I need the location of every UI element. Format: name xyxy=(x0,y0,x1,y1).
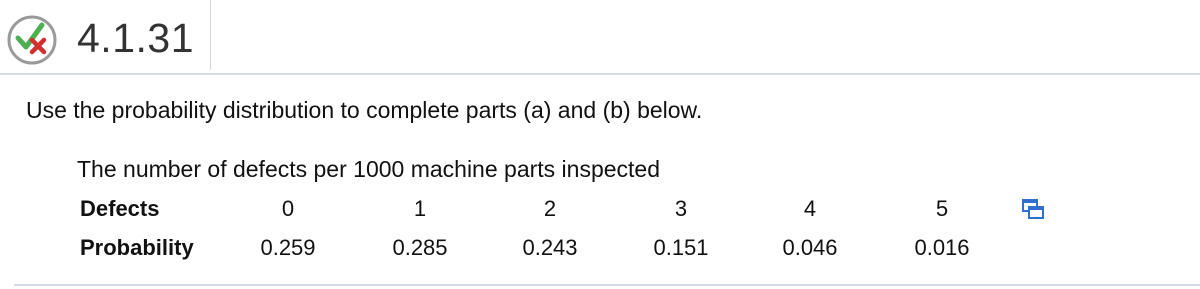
probability-row-label: Probability xyxy=(80,235,194,260)
copy-table-button[interactable] xyxy=(1021,198,1045,220)
partially-correct-icon xyxy=(4,12,60,68)
probability-cell: 0.259 xyxy=(260,235,316,260)
probability-cell: 0.243 xyxy=(522,235,578,260)
question-header xyxy=(0,0,1200,74)
defects-cell: 5 xyxy=(935,196,949,221)
defects-cell: 2 xyxy=(543,196,557,221)
problem-number: 4.1.31 xyxy=(77,15,194,61)
copy-table-icon xyxy=(1021,198,1045,220)
defects-cell: 4 xyxy=(803,196,817,221)
defects-row-label: Defects xyxy=(80,196,160,221)
defects-cell: 1 xyxy=(413,196,427,221)
probability-cell: 0.151 xyxy=(653,235,709,260)
bottom-separator xyxy=(14,284,1200,286)
defects-cell: 0 xyxy=(281,196,295,221)
probability-cell: 0.046 xyxy=(782,235,838,260)
question-instruction: Use the probability distribution to complete parts (a) and (b) below. xyxy=(26,97,703,123)
header-separator xyxy=(0,73,1200,75)
probability-cell: 0.016 xyxy=(914,235,970,260)
defects-cell: 3 xyxy=(674,196,688,221)
table-caption: The number of defects per 1000 machine parts inspected xyxy=(77,156,661,182)
header-divider xyxy=(210,0,211,70)
probability-cell: 0.285 xyxy=(392,235,448,260)
